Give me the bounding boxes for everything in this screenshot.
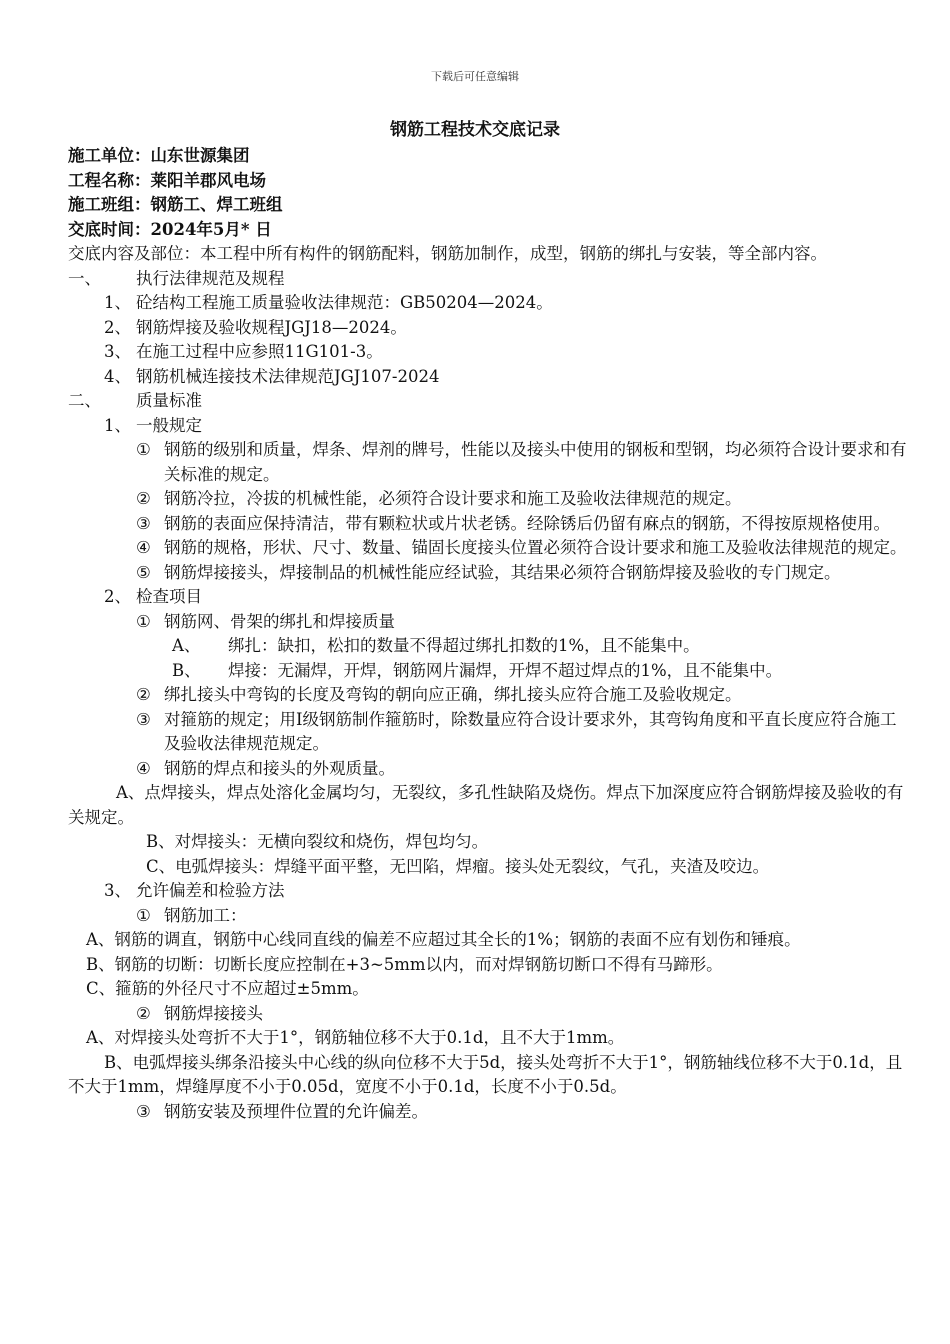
subsection-title: 一般规定 — [136, 415, 202, 435]
item-number: ② — [136, 685, 151, 704]
subsection-title: 检查项目 — [136, 587, 202, 606]
item-number: ① — [136, 440, 151, 459]
item-number: ② — [136, 1003, 151, 1023]
sub-list-item — [68, 659, 908, 684]
briefing-time: 交底时间：2024年5月* 日 — [68, 219, 272, 239]
item-text: 钢筋冷拉，冷拔的机械性能，必须符合设计要求和施工及验收法律规范的规定。 — [164, 489, 742, 508]
subsection-title: 允许偏差和检验方法 — [136, 881, 285, 900]
item-text: 钢筋加工： — [164, 905, 247, 925]
list-item — [68, 291, 908, 316]
item-text: 钢筋的表面应保持清洁，带有颗粒状或片状老锈。经除锈后仍留有麻点的钢筋，不得按原规格使用。 — [164, 513, 890, 533]
item-number: 1、 — [104, 293, 131, 312]
item-text: 绑扎接头中弯钩的长度及弯钩的朝向应正确，绑扎接头应符合施工及验收规定。 — [164, 685, 742, 704]
weld-butt-paragraph: B、对焊接头：无横向裂纹和烧伤，焊包均匀。 — [146, 832, 489, 851]
list-item — [68, 512, 908, 537]
item-number: ① — [136, 611, 151, 631]
section-number: 二、 — [68, 391, 101, 410]
item-text: 砼结构工程施工质量验收法律规范：GB50204—2024。 — [136, 293, 553, 312]
list-item — [68, 316, 908, 341]
subsection-heading — [68, 414, 908, 439]
list-item — [68, 487, 908, 512]
item-text: 钢筋焊接接头 — [164, 1003, 263, 1023]
tolerance-paragraph: C、箍筋的外径尺寸不应超过±5mm。 — [86, 979, 369, 998]
item-text: 钢筋的级别和质量，焊条、焊剂的牌号，性能以及接头中使用的钢板和型钢，均必须符合设计要求和有关标准的规定。 — [164, 440, 907, 484]
section-heading — [68, 389, 908, 414]
item-number: 3、 — [104, 342, 131, 361]
item-text: 钢筋网、骨架的绑扎和焊接质量 — [164, 611, 395, 631]
document-title: 钢筋工程技术交底记录 — [390, 120, 560, 140]
construction-team: 施工班组：钢筋工、焊工班组 — [68, 195, 283, 214]
item-text: 对箍筋的规定；用Ⅰ级钢筋制作箍筋时，除数量应符合设计要求外，其弯钩角度和平直长度应符合施工及验收法律规范规定。 — [164, 709, 897, 753]
list-item — [68, 757, 908, 782]
item-number: ③ — [136, 709, 151, 729]
section-number: 一、 — [68, 268, 101, 288]
list-item — [68, 438, 908, 487]
tolerance-paragraph: A、钢筋的调直，钢筋中心线同直线的偏差不应超过其全长的1%；钢筋的表面不应有划伤和锤痕。 — [86, 930, 801, 949]
item-number: ③ — [136, 513, 151, 533]
sub-list-item — [68, 634, 908, 659]
item-number: 4、 — [104, 366, 131, 386]
item-number: B、 — [172, 660, 201, 680]
item-number: 2、 — [104, 317, 131, 337]
item-text: 在施工过程中应参照11G101-3。 — [136, 342, 383, 361]
section-title: 执行法律规范及规程 — [136, 268, 285, 288]
item-number: A、 — [172, 636, 201, 655]
subsection-heading — [68, 879, 908, 904]
project-name: 工程名称：莱阳羊郡风电场 — [68, 170, 266, 190]
item-number: ⑤ — [136, 562, 151, 582]
item-text: 钢筋的焊点和接头的外观质量。 — [164, 758, 395, 778]
list-item — [68, 708, 908, 757]
item-number: ④ — [136, 538, 151, 557]
list-item — [68, 340, 908, 365]
section-heading — [68, 267, 908, 292]
list-item — [68, 610, 908, 635]
item-text: 钢筋焊接及验收规程JGJ18—2024。 — [136, 317, 407, 337]
construction-unit: 施工单位：山东世源集团 — [68, 146, 250, 165]
briefing-scope: 交底内容及部位：本工程中所有构件的钢筋配料，钢筋加制作，成型，钢筋的绑扎与安装，等全部内容。 — [68, 244, 827, 263]
item-number: 1、 — [104, 415, 131, 435]
document-body — [68, 144, 908, 1124]
item-number: 2、 — [104, 587, 131, 606]
weld-arc-paragraph: C、电弧焊接头：焊缝平面平整，无凹陷，焊瘤。接头处无裂纹，气孔，夹渣及咬边。 — [146, 856, 770, 876]
list-item — [68, 536, 908, 561]
tolerance-paragraph: A、对焊接头处弯折不大于1°，钢筋轴位移不大于0.1d，且不大于1mm。 — [86, 1028, 625, 1047]
header-note: 下载后可任意编辑 — [431, 70, 519, 83]
item-number: ④ — [136, 758, 151, 778]
list-item — [68, 904, 908, 929]
item-number: ② — [136, 489, 151, 508]
item-text: 焊接：无漏焊，开焊，钢筋网片漏焊，开焊不超过焊点的1%，且不能集中。 — [228, 660, 783, 680]
tolerance-paragraph: B、电弧焊接头绑条沿接头中心线的纵向位移不大于5d，接头处弯折不大于1°，钢筋轴线位移不大于0.1d，且不大于1mm，焊缝厚度不小于0.05d，宽度不小于0.1d，长度不小于0.5d。 — [68, 1052, 903, 1096]
list-item — [68, 365, 908, 390]
section-title: 质量标准 — [136, 391, 202, 410]
list-item — [68, 1002, 908, 1027]
list-item — [68, 1100, 908, 1125]
item-text: 钢筋焊接接头，焊接制品的机械性能应经试验，其结果必须符合钢筋焊接及验收的专门规定。 — [164, 562, 841, 582]
item-text: 钢筋机械连接技术法律规范JGJ107-2024 — [136, 366, 440, 386]
item-number: 3、 — [104, 881, 131, 900]
list-item — [68, 561, 908, 586]
item-text: 钢筋的规格，形状、尺寸、数量、锚固长度接头位置必须符合设计要求和施工及验收法律规范的规定。 — [164, 538, 907, 557]
item-text: 绑扎：缺扣，松扣的数量不得超过绑扎扣数的1%，且不能集中。 — [228, 636, 700, 655]
item-number: ① — [136, 905, 151, 925]
subsection-heading — [68, 585, 908, 610]
item-text: 钢筋安装及预埋件位置的允许偏差。 — [164, 1101, 428, 1121]
list-item — [68, 683, 908, 708]
weld-spot-paragraph: A、点焊接头，焊点处溶化金属均匀，无裂纹，多孔性缺陷及烧伤。焊点下加深度应符合钢筋焊接及验收的有关规定。 — [68, 783, 904, 827]
tolerance-paragraph: B、钢筋的切断：切断长度应控制在+3~5mm以内，而对焊钢筋切断口不得有马蹄形。 — [86, 954, 723, 974]
item-number: ③ — [136, 1101, 151, 1121]
